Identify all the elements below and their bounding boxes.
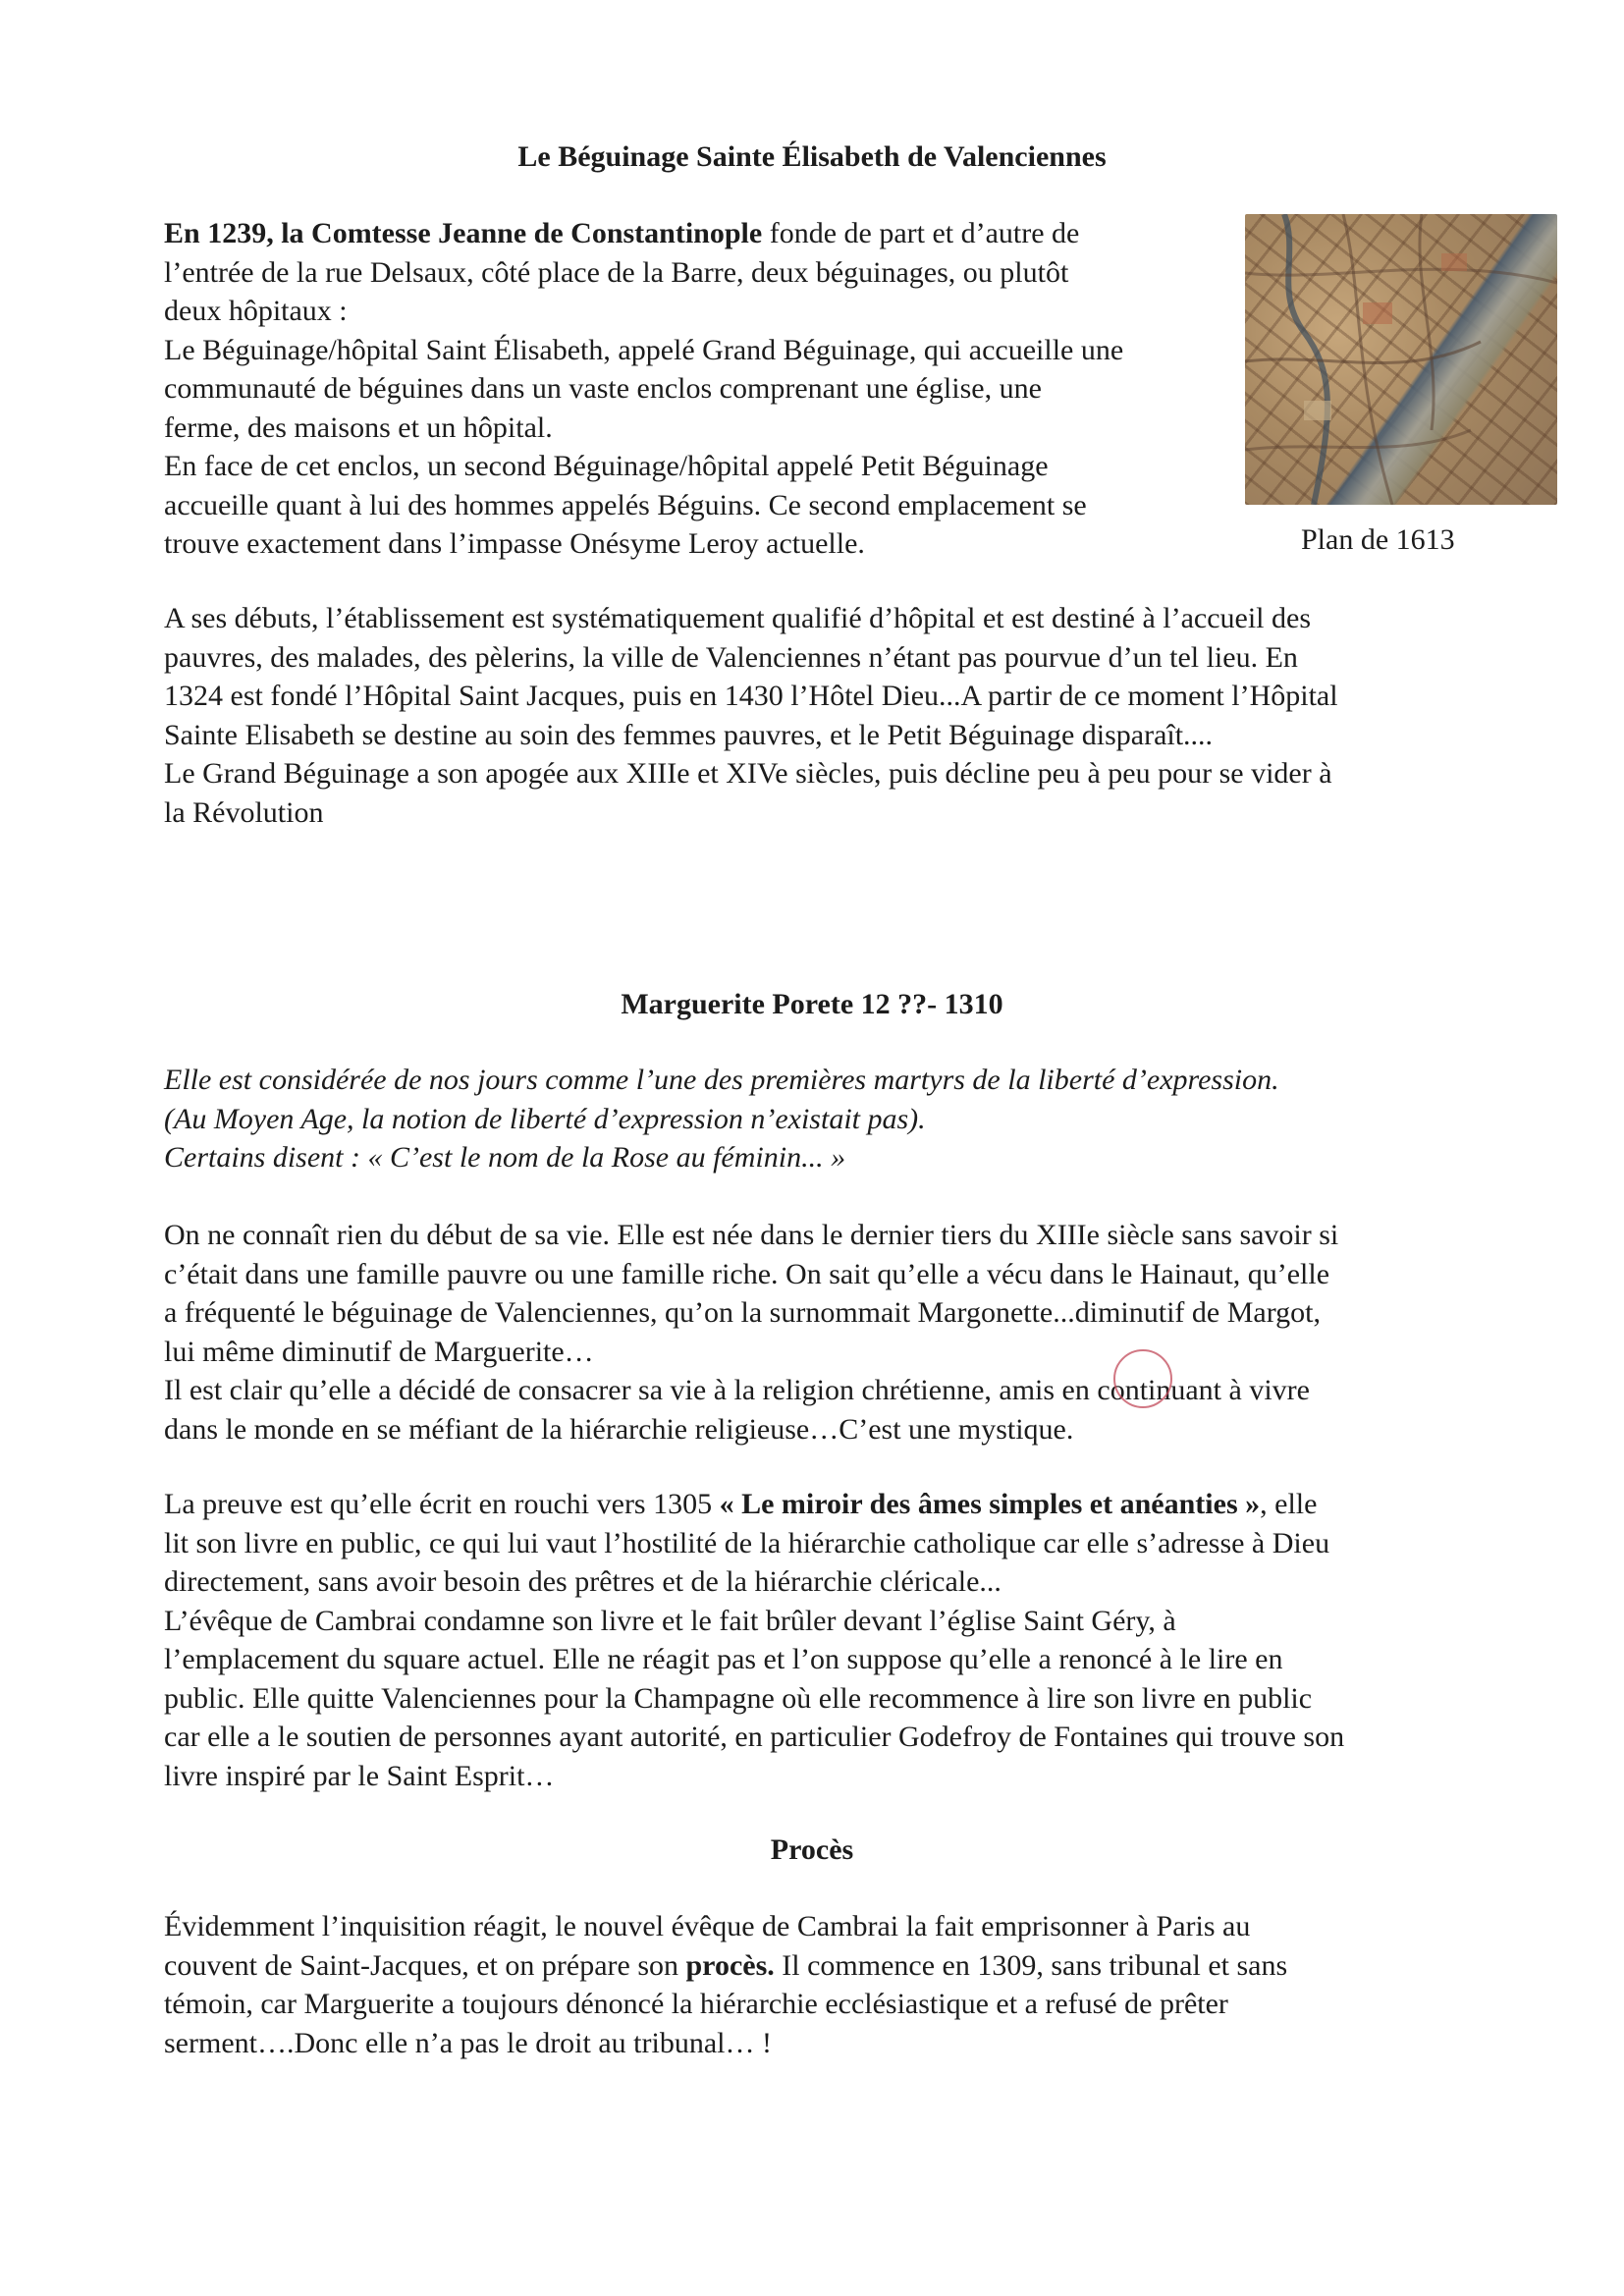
intro-paragraph <box>164 214 1123 564</box>
book-line: l’emplacement du square actuel. Elle ne réagit pas et l’on suppose qu’elle a renoncé à le lire en <box>164 1643 1283 1675</box>
image-caption: Plan de 1613 <box>1301 523 1455 556</box>
book-line: L’évêque de Cambrai condamne son livre et le fait brûler devant l’église Saint Géry, à <box>164 1604 1176 1637</box>
biography-line: On ne connaît rien du début de sa vie. Elle est née dans le dernier tiers du XIIIe siècle sans savoir si <box>164 1219 1339 1251</box>
trial-line: Évidemment l’inquisition réagit, le nouvel évêque de Cambrai la fait emprisonner à Paris au <box>164 1910 1251 1942</box>
intro-line: trouve exactement dans l’impasse Onésyme Leroy actuelle. <box>164 527 865 560</box>
trial-line: témoin, car Marguerite a toujours dénoncé la hiérarchie ecclésiastique et a refusé de prêter <box>164 1988 1228 2020</box>
section-title-beguinage: Le Béguinage Sainte Élisabeth de Valenciennes <box>517 140 1107 173</box>
handwritten-circle-annotation <box>1113 1349 1172 1408</box>
history-line: Le Grand Béguinage a son apogée aux XIIIe et XIVe siècles, puis décline peu à peu pour se vider à <box>164 757 1332 790</box>
book-line-1 <box>164 1485 1344 1524</box>
intro-line: Le Béguinage/hôpital Saint Élisabeth, appelé Grand Béguinage, qui accueille une <box>164 333 1124 366</box>
biography-line: dans le monde en se méfiant de la hiérarchie religieuse…C’est une mystique. <box>164 1412 1074 1446</box>
biography-line: Il est clair qu’elle a décidé de consacrer sa vie à la religion chrétienne, amis en continuant à vivre <box>164 1374 1310 1406</box>
section-title-proces: Procès <box>770 1833 854 1866</box>
intro-line: ferme, des maisons et un hôpital. <box>164 410 553 444</box>
history-line: pauvres, des malades, des pèlerins, la ville de Valenciennes n’étant pas pourvue d’un tel lieu. En <box>164 640 1298 674</box>
city-plan-drawing <box>1245 214 1557 505</box>
intro-line: deux hôpitaux : <box>164 295 348 327</box>
trial-start-text: couvent de Saint-Jacques, et on prépare son <box>164 1948 686 1982</box>
book-end-text: , elle <box>1260 1488 1318 1520</box>
biography-line: c’était dans une famille pauvre ou une famille riche. On sait qu’elle a vécu dans le Hainaut, qu’elle <box>164 1257 1330 1290</box>
city-plan-image <box>1245 214 1557 505</box>
book-line: lit son livre en public, ce qui lui vaut l’hostilité de la hiérarchie catholique car elle s’adresse à Dieu <box>164 1526 1330 1559</box>
history-paragraph <box>164 599 1338 832</box>
book-line: public. Elle quitte Valenciennes pour la Champagne où elle recommence à lire son livre en public <box>164 1681 1313 1715</box>
history-line: A ses débuts, l’établissement est systématiquement qualifié d’hôpital et est destiné à l’accueil des <box>164 602 1312 634</box>
book-line: livre inspiré par le Saint Esprit… <box>164 1759 555 1792</box>
intro-line: En face de cet enclos, un second Béguinage/hôpital appelé Petit Béguinage <box>164 450 1049 482</box>
trial-line-2 <box>164 1946 1287 1986</box>
quote-line: Elle est considérée de nos jours comme l’une des premières martyrs de la liberté d’expression. <box>164 1064 1279 1096</box>
quote-line: Certains disent : « C’est le nom de la Rose au féminin... » <box>164 1141 846 1174</box>
intro-bold-text: En 1239, la Comtesse Jeanne de Constantinople <box>164 217 763 249</box>
history-line: Sainte Elisabeth se destine au soin des femmes pauvres, et le Petit Béguinage disparaît.... <box>164 718 1214 751</box>
book-line: car elle a le soutien de personnes ayant autorité, en particulier Godefroy de Fontaines qui trouve son <box>164 1721 1345 1753</box>
trial-end-text: Il commence en 1309, sans tribunal et sans <box>774 1948 1288 1982</box>
intro-line: l’entrée de la rue Delsaux, côté place de la Barre, deux béguinages, ou plutôt <box>164 255 1069 289</box>
quote-paragraph <box>164 1061 1279 1177</box>
book-line: directement, sans avoir besoin des prêtres et de la hiérarchie cléricale... <box>164 1565 1001 1598</box>
history-line: la Révolution <box>164 795 324 829</box>
book-start-text: La preuve est qu’elle écrit en rouchi vers 1305 <box>164 1488 720 1520</box>
intro-line: communauté de béguines dans un vaste enclos comprenant une église, une <box>164 372 1042 405</box>
intro-rest-text: fonde de part et d’autre de <box>762 217 1080 249</box>
trial-line: serment….Donc elle n’a pas le droit au tribunal… ! <box>164 2026 772 2059</box>
biography-paragraph <box>164 1216 1338 1449</box>
history-line: 1324 est fondé l’Hôpital Saint Jacques, puis en 1430 l’Hôtel Dieu...A partir de ce moment l’Hôpital <box>164 680 1338 712</box>
biography-line: a fréquenté le béguinage de Valenciennes, qu’on la surnommait Margonette...diminutif de Margot, <box>164 1296 1321 1329</box>
biography-line: lui même diminutif de Marguerite… <box>164 1335 594 1368</box>
trial-bold-word: procès. <box>685 1948 775 1982</box>
book-title: « Le miroir des âmes simples et anéanties » <box>719 1488 1261 1520</box>
intro-line: accueille quant à lui des hommes appelés Béguins. Ce second emplacement se <box>164 488 1087 521</box>
quote-line: (Au Moyen Age, la notion de liberté d’expression n’existait pas). <box>164 1102 926 1135</box>
trial-paragraph <box>164 1907 1287 2062</box>
section-title-porete: Marguerite Porete 12 ??- 1310 <box>621 988 1003 1020</box>
intro-line-1 <box>164 214 1123 253</box>
book-paragraph <box>164 1485 1344 1795</box>
